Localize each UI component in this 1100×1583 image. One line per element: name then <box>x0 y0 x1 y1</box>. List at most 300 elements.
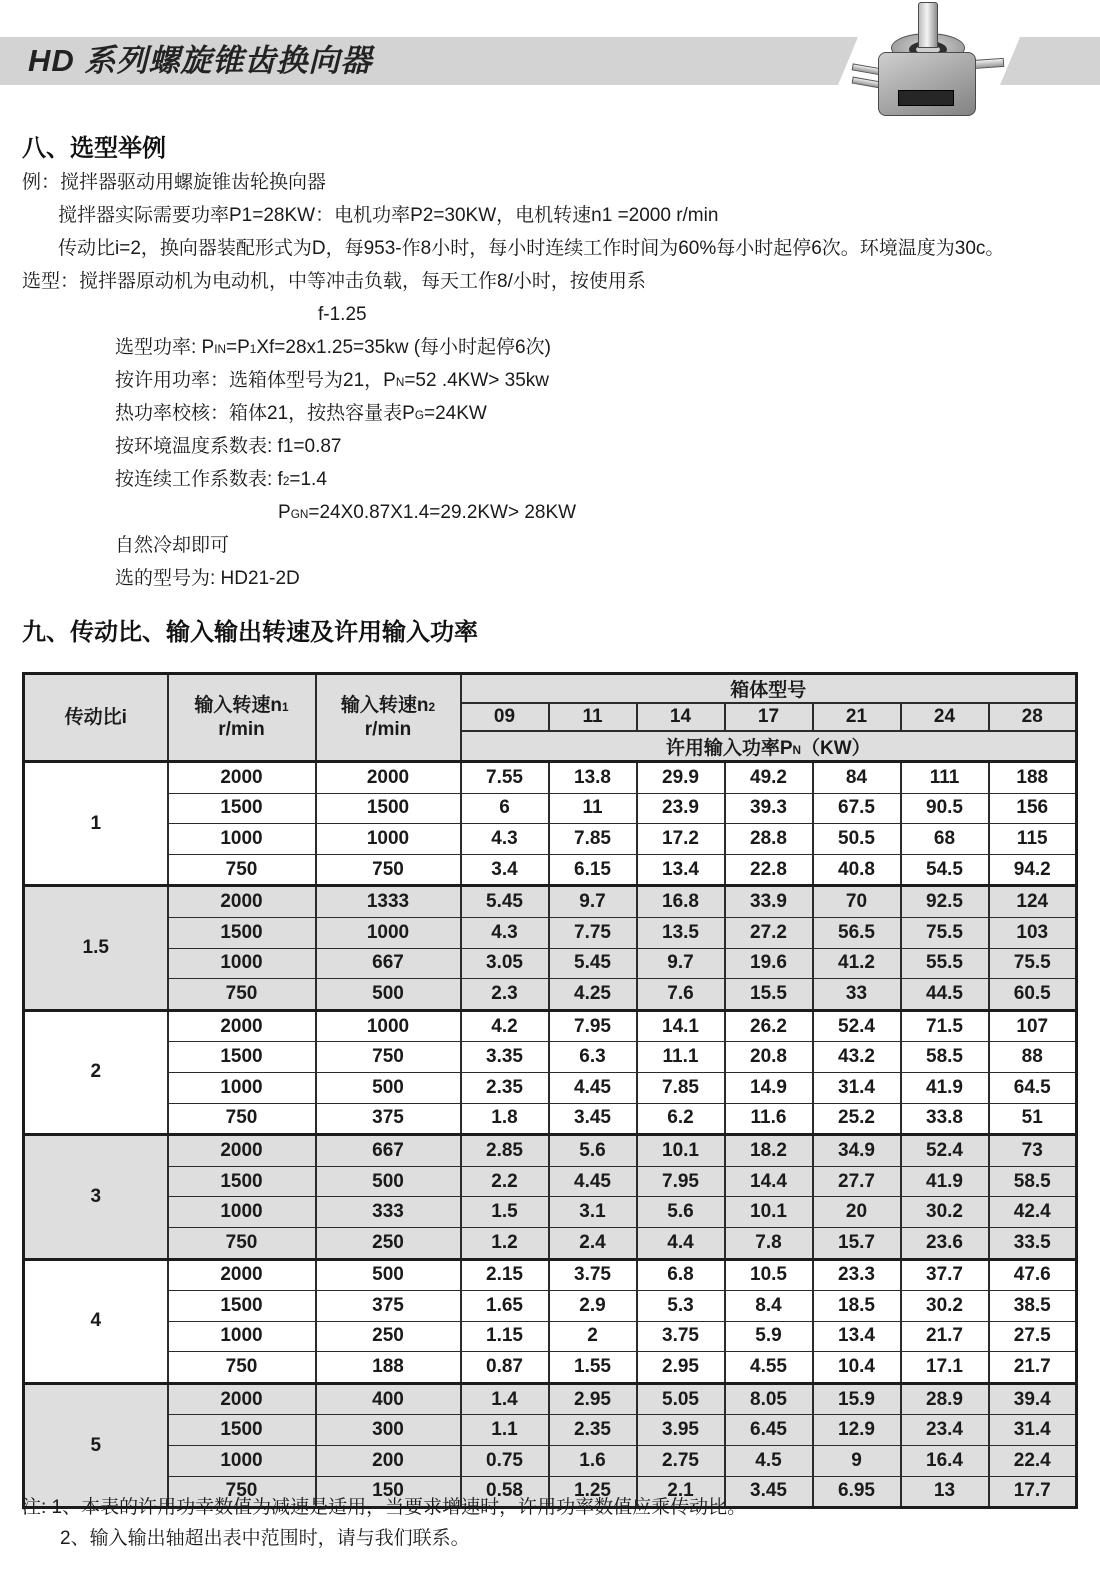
power-value-cell: 6.95 <box>813 1476 901 1508</box>
output-speed-cell: 300 <box>316 1415 461 1446</box>
header-banner <box>0 0 1100 125</box>
power-value-cell: 68 <box>901 824 989 855</box>
power-value-cell: 39.4 <box>989 1383 1077 1415</box>
power-value-cell: 22.8 <box>725 854 813 886</box>
box-model-header-17: 17 <box>725 703 813 731</box>
subscript-text: N <box>792 743 802 757</box>
power-value-cell: 49.2 <box>725 762 813 794</box>
power-value-cell: 43.2 <box>813 1042 901 1073</box>
col-header-n1 <box>168 674 316 762</box>
power-value-cell: 23.3 <box>813 1259 901 1291</box>
power-value-cell: 13.4 <box>813 1321 901 1352</box>
power-value-cell: 3.1 <box>549 1197 637 1228</box>
power-value-cell: 8.4 <box>725 1291 813 1322</box>
power-value-cell: 115 <box>989 824 1077 855</box>
text-run: 选的型号为: HD21-2D <box>115 568 300 589</box>
power-value-cell: 5.45 <box>549 948 637 979</box>
power-value-cell: 37.7 <box>901 1259 989 1291</box>
power-value-cell: 26.2 <box>725 1010 813 1042</box>
power-value-cell: 1.4 <box>461 1383 549 1415</box>
input-speed-cell: 2000 <box>168 1010 316 1042</box>
power-value-cell: 12.9 <box>813 1415 901 1446</box>
power-value-cell: 20 <box>813 1197 901 1228</box>
power-value-cell: 2.35 <box>549 1415 637 1446</box>
input-speed-cell: 1500 <box>168 793 316 824</box>
table-row <box>24 948 1077 979</box>
text-run: 热功率校核：箱体21，按热容量表P <box>115 403 415 424</box>
selection-example-text <box>0 166 1100 595</box>
power-value-cell: 52.4 <box>901 1135 989 1167</box>
power-value-cell: 33.5 <box>989 1227 1077 1259</box>
power-value-cell: 84 <box>813 762 901 794</box>
power-value-cell: 23.6 <box>901 1227 989 1259</box>
power-value-cell: 2.9 <box>549 1291 637 1322</box>
box-model-header-24: 24 <box>901 703 989 731</box>
col-header-power <box>461 731 1077 762</box>
text-run: =P <box>226 337 250 358</box>
text-run: 许用输入功率P <box>665 737 793 759</box>
power-value-cell: 1.1 <box>461 1415 549 1446</box>
power-value-cell: 21.7 <box>989 1352 1077 1384</box>
power-value-cell: 1.8 <box>461 1103 549 1135</box>
section-9-heading: 九、传动比、输入输出转速及许用输入功率 <box>22 619 478 646</box>
input-speed-cell: 1000 <box>168 824 316 855</box>
table-notes <box>0 1492 1100 1554</box>
input-speed-cell: 1000 <box>168 1197 316 1228</box>
power-value-cell: 7.75 <box>549 917 637 948</box>
text-run: 输入转速n <box>194 694 283 716</box>
output-speed-cell: 500 <box>316 1259 461 1291</box>
power-value-cell: 15.9 <box>813 1383 901 1415</box>
power-value-cell: 23.9 <box>637 793 725 824</box>
output-speed-cell: 375 <box>316 1291 461 1322</box>
col-header-n2-label <box>317 694 460 718</box>
output-speed-cell: 400 <box>316 1383 461 1415</box>
power-value-cell: 2.3 <box>461 979 549 1011</box>
table-row <box>24 762 1077 794</box>
power-value-cell: 21.7 <box>901 1321 989 1352</box>
power-value-cell: 4.4 <box>637 1227 725 1259</box>
power-value-cell: 7.85 <box>549 824 637 855</box>
power-value-cell: 23.4 <box>901 1415 989 1446</box>
input-speed-cell: 750 <box>168 979 316 1011</box>
output-speed-cell: 750 <box>316 1042 461 1073</box>
subscript-text: GN <box>290 508 309 521</box>
power-value-cell: 15.5 <box>725 979 813 1011</box>
power-value-cell: 41.9 <box>901 1166 989 1197</box>
text-run: 输入转速n <box>340 694 429 716</box>
power-value-cell: 103 <box>989 917 1077 948</box>
power-value-cell: 5.45 <box>461 886 549 918</box>
output-speed-cell: 1000 <box>316 824 461 855</box>
table-row <box>24 1383 1077 1415</box>
input-speed-cell: 2000 <box>168 1259 316 1291</box>
power-value-cell: 188 <box>989 762 1077 794</box>
output-speed-cell: 150 <box>316 1476 461 1508</box>
subscript-text: G <box>414 409 424 422</box>
power-value-cell: 27.5 <box>989 1321 1077 1352</box>
power-value-cell: 38.5 <box>989 1291 1077 1322</box>
text-run: =24KW <box>423 403 487 424</box>
text-run: =1.4 <box>289 469 327 490</box>
power-value-cell: 2.95 <box>549 1383 637 1415</box>
power-value-cell: 0.75 <box>461 1446 549 1477</box>
box-model-header-09: 09 <box>461 703 549 731</box>
power-value-cell: 17.1 <box>901 1352 989 1384</box>
text-run: 按许用功率：选箱体型号为21，P <box>115 370 396 391</box>
power-value-cell: 7.95 <box>549 1010 637 1042</box>
power-value-cell: 28.8 <box>725 824 813 855</box>
output-speed-cell: 500 <box>316 1072 461 1103</box>
table-row <box>24 793 1077 824</box>
output-speed-cell: 250 <box>316 1321 461 1352</box>
example-line <box>22 166 1100 199</box>
output-speed-cell: 500 <box>316 1166 461 1197</box>
power-value-cell: 70 <box>813 886 901 918</box>
power-value-cell: 64.5 <box>989 1072 1077 1103</box>
input-speed-cell: 1500 <box>168 1166 316 1197</box>
gearbox-left-shaft-icon <box>852 77 882 89</box>
text-run: =24X0.87X1.4=29.2KW> 28KW <box>308 502 577 523</box>
input-speed-cell: 1000 <box>168 948 316 979</box>
power-value-cell: 30.2 <box>901 1291 989 1322</box>
input-speed-cell: 750 <box>168 1103 316 1135</box>
table-row <box>24 1415 1077 1446</box>
subscript-text: IN <box>214 343 227 356</box>
power-value-cell: 88 <box>989 1042 1077 1073</box>
power-value-cell: 47.6 <box>989 1259 1077 1291</box>
power-value-cell: 27.2 <box>725 917 813 948</box>
power-value-cell: 18.5 <box>813 1291 901 1322</box>
power-value-cell: 3.4 <box>461 854 549 886</box>
output-speed-cell: 375 <box>316 1103 461 1135</box>
subscript-text: 2 <box>282 475 290 488</box>
power-value-cell: 50.5 <box>813 824 901 855</box>
ratio-cell: 3 <box>24 1135 168 1259</box>
text-run: 选型：搅拌器原动机为电动机，中等冲击负载，每天工作8/小时，按使用系 <box>22 271 646 292</box>
example-line <box>115 331 1100 364</box>
power-value-cell: 2.85 <box>461 1135 549 1167</box>
input-speed-cell: 750 <box>168 1227 316 1259</box>
output-speed-cell: 667 <box>316 1135 461 1167</box>
text-run: 按连续工作系数表: f <box>115 469 283 490</box>
power-value-cell: 6 <box>461 793 549 824</box>
ratio-cell: 4 <box>24 1259 168 1383</box>
power-value-cell: 2.35 <box>461 1072 549 1103</box>
power-value-cell: 94.2 <box>989 854 1077 886</box>
power-value-cell: 14.4 <box>725 1166 813 1197</box>
example-line <box>115 562 1100 595</box>
power-value-cell: 4.45 <box>549 1072 637 1103</box>
output-speed-cell: 2000 <box>316 762 461 794</box>
power-value-cell: 0.87 <box>461 1352 549 1384</box>
power-value-cell: 33.8 <box>901 1103 989 1135</box>
col-header-box-model: 箱体型号 <box>461 674 1077 704</box>
power-value-cell: 13.5 <box>637 917 725 948</box>
text-run: Xf=28x1.25=35kw (每小时起停6次) <box>256 337 551 358</box>
power-value-cell: 31.4 <box>989 1415 1077 1446</box>
table-row <box>24 1227 1077 1259</box>
power-value-cell: 4.5 <box>725 1446 813 1477</box>
power-value-cell: 1.25 <box>549 1476 637 1508</box>
power-value-cell: 9.7 <box>549 886 637 918</box>
gearbox-top-shaft-icon <box>918 2 938 48</box>
table-row <box>24 1166 1077 1197</box>
box-model-header-14: 14 <box>637 703 725 731</box>
power-value-cell: 90.5 <box>901 793 989 824</box>
power-value-cell: 4.2 <box>461 1010 549 1042</box>
power-value-cell: 2.1 <box>637 1476 725 1508</box>
table-row <box>24 1135 1077 1167</box>
text-run: =52 .4KW> 35kw <box>404 370 550 391</box>
text-run: P <box>278 502 291 523</box>
table-row <box>24 1352 1077 1384</box>
power-value-cell: 29.9 <box>637 762 725 794</box>
input-speed-cell: 1500 <box>168 1291 316 1322</box>
power-value-cell: 1.65 <box>461 1291 549 1322</box>
input-speed-cell: 1500 <box>168 1415 316 1446</box>
power-value-cell: 10.1 <box>637 1135 725 1167</box>
text-run: 传动比i <box>64 706 127 728</box>
power-value-cell: 60.5 <box>989 979 1077 1011</box>
power-value-cell: 107 <box>989 1010 1077 1042</box>
gearbox-body-icon <box>878 52 976 116</box>
text-run: 按环境温度系数表: f1=0.87 <box>115 436 342 457</box>
power-value-cell: 33 <box>813 979 901 1011</box>
ratio-cell: 5 <box>24 1383 168 1507</box>
power-value-cell: 13.4 <box>637 854 725 886</box>
power-value-cell: 3.75 <box>637 1321 725 1352</box>
output-speed-cell: 200 <box>316 1446 461 1477</box>
power-value-cell: 44.5 <box>901 979 989 1011</box>
col-header-ratio-label <box>25 706 167 730</box>
input-speed-cell: 750 <box>168 1476 316 1508</box>
power-value-cell: 7.55 <box>461 762 549 794</box>
power-value-cell: 31.4 <box>813 1072 901 1103</box>
power-value-cell: 3.35 <box>461 1042 549 1073</box>
input-speed-cell: 750 <box>168 1352 316 1384</box>
power-value-cell: 71.5 <box>901 1010 989 1042</box>
power-value-cell: 13.8 <box>549 762 637 794</box>
power-value-cell: 156 <box>989 793 1077 824</box>
example-line <box>278 496 1100 529</box>
power-value-cell: 16.4 <box>901 1446 989 1477</box>
power-value-cell: 40.8 <box>813 854 901 886</box>
power-value-cell: 41.9 <box>901 1072 989 1103</box>
power-value-cell: 5.6 <box>549 1135 637 1167</box>
power-value-cell: 4.3 <box>461 824 549 855</box>
table-row <box>24 1103 1077 1135</box>
power-value-cell: 13 <box>901 1476 989 1508</box>
power-value-cell: 8.05 <box>725 1383 813 1415</box>
input-speed-cell: 2000 <box>168 886 316 918</box>
col-header-ratio <box>24 674 168 762</box>
subscript-text: N <box>395 376 405 389</box>
power-value-cell: 3.05 <box>461 948 549 979</box>
note-line-2: 2、输入输出轴超出表中范围时，请与我们联系。 <box>60 1528 470 1549</box>
power-value-cell: 42.4 <box>989 1197 1077 1228</box>
input-speed-cell: 1000 <box>168 1446 316 1477</box>
text-run: （KW） <box>801 737 871 759</box>
power-value-cell: 5.9 <box>725 1321 813 1352</box>
power-value-cell: 17.2 <box>637 824 725 855</box>
power-value-cell: 54.5 <box>901 854 989 886</box>
example-line <box>58 199 1100 232</box>
text-run: 例：搅拌器驱动用螺旋锥齿轮换向器 <box>22 172 327 193</box>
power-value-cell: 58.5 <box>901 1042 989 1073</box>
power-value-cell: 18.2 <box>725 1135 813 1167</box>
power-value-cell: 11.6 <box>725 1103 813 1135</box>
gearbox-product-photo <box>852 2 1004 118</box>
text-run: f-1.25 <box>318 304 367 325</box>
example-line <box>22 265 1100 298</box>
power-value-cell: 10.4 <box>813 1352 901 1384</box>
text-run: 自然冷却即可 <box>115 535 230 556</box>
output-speed-cell: 333 <box>316 1197 461 1228</box>
table-row <box>24 1010 1077 1042</box>
power-value-cell: 55.5 <box>901 948 989 979</box>
power-value-cell: 14.9 <box>725 1072 813 1103</box>
input-speed-cell: 750 <box>168 854 316 886</box>
input-speed-cell: 2000 <box>168 762 316 794</box>
power-value-cell: 11 <box>549 793 637 824</box>
box-model-header-21: 21 <box>813 703 901 731</box>
output-speed-cell: 1500 <box>316 793 461 824</box>
page-title: HD 系列螺旋锥齿换向器 <box>28 43 373 78</box>
power-value-cell: 75.5 <box>989 948 1077 979</box>
power-value-cell: 3.45 <box>725 1476 813 1508</box>
power-value-cell: 7.85 <box>637 1072 725 1103</box>
input-speed-cell: 2000 <box>168 1135 316 1167</box>
power-value-cell: 28.9 <box>901 1383 989 1415</box>
box-model-header-11: 11 <box>549 703 637 731</box>
power-value-cell: 92.5 <box>901 886 989 918</box>
ratio-cell: 2 <box>24 1010 168 1134</box>
power-value-cell: 3.75 <box>549 1259 637 1291</box>
power-value-cell: 16.8 <box>637 886 725 918</box>
col-header-n2 <box>316 674 461 762</box>
col-header-n1-unit: r/min <box>218 718 265 740</box>
section-8-heading: 八、选型举例 <box>22 135 166 162</box>
col-header-n2-unit: r/min <box>364 718 412 740</box>
power-rating-table <box>22 672 1078 1509</box>
ratio-cell: 1 <box>24 762 168 886</box>
output-speed-cell: 1000 <box>316 917 461 948</box>
input-speed-cell: 2000 <box>168 1383 316 1415</box>
power-value-cell: 51 <box>989 1103 1077 1135</box>
text-run: 传动比i=2，换向器装配形式为D，每953-作8小时，每小时连续工作时间为60%每小时起停6次。环境温度为30c。 <box>58 238 1005 259</box>
power-value-cell: 30.2 <box>901 1197 989 1228</box>
power-value-cell: 6.15 <box>549 854 637 886</box>
power-value-cell: 27.7 <box>813 1166 901 1197</box>
output-speed-cell: 500 <box>316 979 461 1011</box>
table-row <box>24 1259 1077 1291</box>
gearbox-nameplate-icon <box>898 90 954 106</box>
example-line <box>115 397 1100 430</box>
output-speed-cell: 667 <box>316 948 461 979</box>
subscript-text: 1 <box>249 343 257 356</box>
power-value-cell: 11.1 <box>637 1042 725 1073</box>
power-value-cell: 58.5 <box>989 1166 1077 1197</box>
output-speed-cell: 188 <box>316 1352 461 1384</box>
table-row <box>24 1072 1077 1103</box>
table-row <box>24 1291 1077 1322</box>
text-run: 搅拌器实际需要功率P1=28KW：电机功率P2=30KW，电机转速n1 =2000 r/min <box>58 205 719 226</box>
table-row <box>24 917 1077 948</box>
table-row <box>24 1321 1077 1352</box>
power-value-cell: 124 <box>989 886 1077 918</box>
input-speed-cell: 1500 <box>168 1042 316 1073</box>
table-row <box>24 1446 1077 1477</box>
power-value-cell: 3.45 <box>549 1103 637 1135</box>
ratio-cell: 1.5 <box>24 886 168 1010</box>
power-value-cell: 6.3 <box>549 1042 637 1073</box>
output-speed-cell: 750 <box>316 854 461 886</box>
power-value-cell: 2.75 <box>637 1446 725 1477</box>
power-value-cell: 1.6 <box>549 1446 637 1477</box>
banner-band-accent <box>1000 37 1100 85</box>
example-line <box>115 529 1100 562</box>
power-value-cell: 9 <box>813 1446 901 1477</box>
input-speed-cell: 1500 <box>168 917 316 948</box>
power-value-cell: 2.2 <box>461 1166 549 1197</box>
power-value-cell: 73 <box>989 1135 1077 1167</box>
power-value-cell: 4.25 <box>549 979 637 1011</box>
table-row <box>24 1197 1077 1228</box>
power-value-cell: 41.2 <box>813 948 901 979</box>
text-run: 选型功率: P <box>115 337 215 358</box>
table-row <box>24 824 1077 855</box>
power-value-cell: 4.3 <box>461 917 549 948</box>
output-speed-cell: 250 <box>316 1227 461 1259</box>
example-line <box>58 232 1100 265</box>
power-value-cell: 67.5 <box>813 793 901 824</box>
power-value-cell: 7.95 <box>637 1166 725 1197</box>
power-value-cell: 75.5 <box>901 917 989 948</box>
table-row <box>24 854 1077 886</box>
power-value-cell: 1.5 <box>461 1197 549 1228</box>
power-value-cell: 5.05 <box>637 1383 725 1415</box>
power-value-cell: 4.55 <box>725 1352 813 1384</box>
subscript-text: 2 <box>428 700 436 714</box>
table-row <box>24 979 1077 1011</box>
power-value-cell: 7.8 <box>725 1227 813 1259</box>
power-value-cell: 56.5 <box>813 917 901 948</box>
example-line <box>115 430 1100 463</box>
power-value-cell: 7.6 <box>637 979 725 1011</box>
power-value-cell: 19.6 <box>725 948 813 979</box>
example-line <box>318 298 1100 331</box>
power-value-cell: 25.2 <box>813 1103 901 1135</box>
power-value-cell: 2.95 <box>637 1352 725 1384</box>
power-value-cell: 20.8 <box>725 1042 813 1073</box>
power-value-cell: 111 <box>901 762 989 794</box>
power-value-cell: 1.55 <box>549 1352 637 1384</box>
output-speed-cell: 1333 <box>316 886 461 918</box>
power-value-cell: 1.15 <box>461 1321 549 1352</box>
power-value-cell: 1.2 <box>461 1227 549 1259</box>
power-value-cell: 22.4 <box>989 1446 1077 1477</box>
power-value-cell: 14.1 <box>637 1010 725 1042</box>
power-value-cell: 15.7 <box>813 1227 901 1259</box>
note-line-1: 注: 1、本表的许用功幸数值为减速是适用，当要求增速时，许用功率数值应乘传动比。 <box>22 1497 747 1518</box>
input-speed-cell: 1000 <box>168 1321 316 1352</box>
power-value-cell: 6.2 <box>637 1103 725 1135</box>
power-value-cell: 0.58 <box>461 1476 549 1508</box>
output-speed-cell: 1000 <box>316 1010 461 1042</box>
subscript-text: 1 <box>282 700 289 714</box>
power-value-cell: 2 <box>549 1321 637 1352</box>
